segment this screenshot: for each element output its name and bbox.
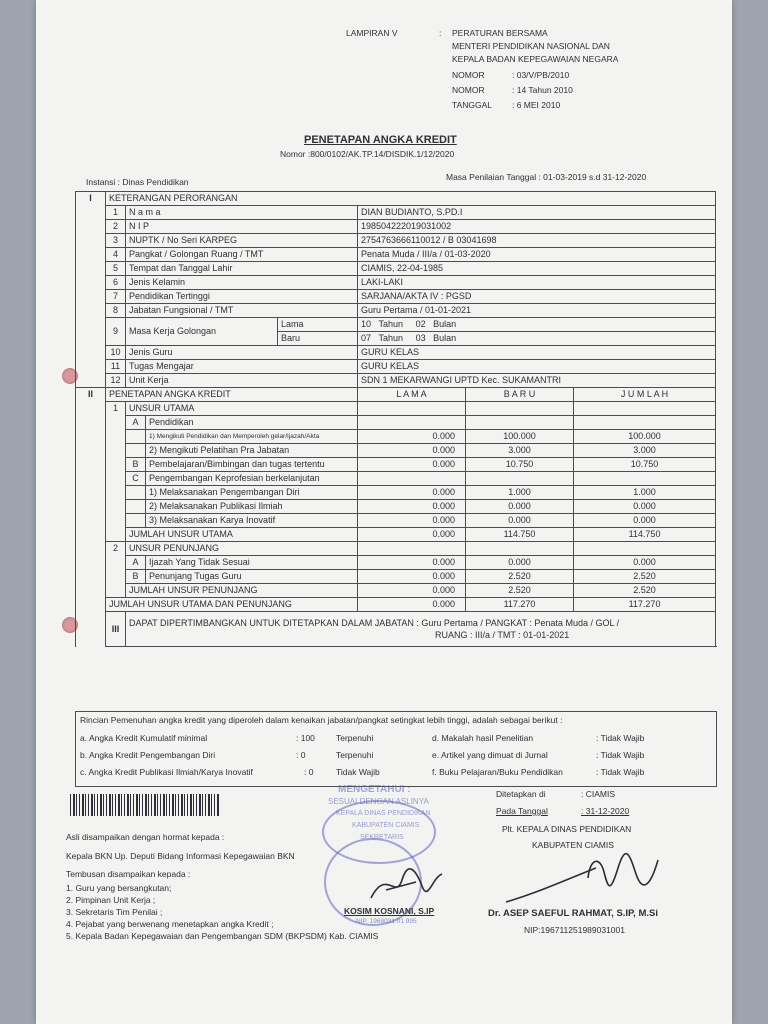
ditetapkan-value: : CIAMIS — [581, 789, 616, 799]
row-number: 12 — [106, 374, 126, 388]
rincian-status: Tidak Wajib — [336, 767, 380, 777]
ref-label: NOMOR — [452, 70, 485, 80]
rincian-label: d. Makalah hasil Penelitian — [432, 733, 534, 743]
item-label: Ijazah Yang Tidak Sesuai — [146, 556, 358, 570]
rincian-value: : 0 — [304, 767, 314, 777]
value-baru: 114.750 — [466, 528, 574, 542]
ref-label: TANGGAL — [452, 100, 492, 110]
section-heading: PENETAPAN ANGKA KREDIT — [106, 388, 358, 402]
rincian-label: c. Angka Kredit Publikasi Ilmiah/Karya Inovatif — [80, 767, 253, 777]
group-heading: UNSUR UTAMA — [126, 402, 358, 416]
section-roman: II — [76, 388, 106, 647]
value-baru: 2.520 — [466, 570, 574, 584]
rincian-label: a. Angka Kredit Kumulatif minimal — [80, 733, 208, 743]
item-heading: Pendidikan — [146, 416, 358, 430]
item-letter: B — [126, 570, 146, 584]
field-value: Guru Pertama / 01-01-2021 — [358, 304, 716, 318]
field-value: Penata Muda / III/a / 01-03-2020 — [358, 248, 716, 262]
regulation-line: MENTERI PENDIDIKAN NASIONAL DAN — [452, 41, 610, 51]
section-heading: KETERANGAN PERORANGAN — [106, 192, 716, 206]
signer-nip: NIP:196711251989031001 — [524, 925, 625, 935]
grand-total-label: JUMLAH UNSUR UTAMA DAN PENUNJANG — [106, 598, 358, 612]
value-baru: 1.000 — [466, 486, 574, 500]
rincian-label: b. Angka Kredit Pengembangan Diri — [80, 750, 216, 760]
item-label: 1) Melaksanakan Pengembangan Diri — [146, 486, 358, 500]
tembusan-title: Tembusan disampaikan kepada : — [66, 869, 191, 879]
stamp-text: KABUPATEN CIAMIS — [352, 822, 420, 829]
assessment-period: Masa Penilaian Tanggal : 01-03-2019 s.d 31-12-2020 — [446, 172, 647, 182]
head-signature — [500, 848, 670, 906]
rincian-label: f. Buku Pelajaran/Buku Pendidikan — [432, 767, 563, 777]
secretary-name: KOSIM KOSNANI, S.IP — [344, 906, 435, 916]
section-roman: III — [106, 612, 126, 647]
section3-text — [126, 612, 716, 647]
section-roman: I — [76, 192, 106, 388]
row-number: 11 — [106, 360, 126, 374]
value-lama: 0.000 — [358, 486, 466, 500]
signer-name: Dr. ASEP SAEFUL RAHMAT, S.IP, M.Si — [488, 908, 658, 919]
signer-position: Plt. KEPALA DINAS PENDIDIKAN — [502, 824, 632, 834]
masa-kerja-lama-label: Lama — [278, 318, 358, 332]
row-number: 4 — [106, 248, 126, 262]
barcode — [70, 794, 220, 816]
signer-region: KABUPATEN CIAMIS — [532, 840, 614, 850]
field-value: DIAN BUDIANTO, S.PD.I — [358, 206, 716, 220]
row-number: 1 — [106, 402, 126, 542]
item-label: 2) Mengikuti Pelatihan Pra Jabatan — [146, 444, 358, 458]
value-lama: 0.000 — [358, 514, 466, 528]
rincian-status: Terpenuhi — [336, 750, 374, 760]
value-baru: 0.000 — [466, 500, 574, 514]
value-lama: 0.000 — [358, 570, 466, 584]
row-number: 5 — [106, 262, 126, 276]
lampiran-label: LAMPIRAN V — [346, 28, 398, 38]
rincian-status: Terpenuhi — [336, 733, 374, 743]
section3-line: RUANG : III/a / TMT : 01-01-2021 — [435, 630, 570, 640]
field-label: Unit Kerja — [126, 374, 358, 388]
item-letter: B — [126, 458, 146, 472]
instansi-label: Instansi : Dinas Pendidikan — [86, 177, 189, 187]
document-page — [36, 0, 732, 1024]
value-lama: 0.000 — [358, 430, 466, 444]
field-label: Pangkat / Golongan Ruang / TMT — [126, 248, 358, 262]
asli-label: Asli disampaikan dengan hormat kepada : — [66, 832, 225, 842]
field-label: Masa Kerja Golongan — [126, 318, 278, 346]
value-jumlah: 2.520 — [574, 584, 716, 598]
asli-recipient: Kepala BKN Up. Deputi Bidang Informasi Kepegawaian BKN — [66, 851, 295, 861]
section3-line: DAPAT DIPERTIMBANGKAN UNTUK DITETAPKAN DALAM JABATAN : Guru Pertama / PANGKAT : Penata Muda / GOL / — [129, 618, 620, 628]
field-value: GURU KELAS — [358, 346, 716, 360]
field-label: Jenis Kelamin — [126, 276, 358, 290]
mengetahui-label: MENGETAHUI : — [338, 784, 411, 795]
value-jumlah: 0.000 — [574, 500, 716, 514]
ref-value: : 03/V/PB/2010 — [512, 70, 570, 80]
group-heading: UNSUR PENUNJANG — [126, 542, 358, 556]
regulation-line: KEPALA BADAN KEPEGAWAIAN NEGARA — [452, 54, 619, 64]
column-header-baru: B A R U — [466, 388, 574, 402]
item-label: 2) Melaksanakan Publikasi Ilmiah — [146, 500, 358, 514]
item-label: 3) Melaksanakan Karya Inovatif — [146, 514, 358, 528]
field-value: SARJANA/AKTA IV : PGSD — [358, 290, 716, 304]
value-baru: 0.000 — [466, 556, 574, 570]
sesuai-aslinya: SESUAI DENGAN ASLINYA — [328, 797, 429, 806]
tanggal-label: Pada Tanggal — [496, 806, 548, 816]
item-label: 1) Mengikuti Pendidikan dan Memperoleh gelar/Ijazah/Akta — [146, 430, 358, 444]
value-lama: 0.000 — [358, 458, 466, 472]
tembusan-item: 4. Pejabat yang berwenang menetapkan angka Kredit ; — [66, 919, 274, 929]
value-jumlah: 10.750 — [574, 458, 716, 472]
row-number: 6 — [106, 276, 126, 290]
masa-kerja-lama-value: 10 Tahun 02 Bulan — [358, 318, 716, 332]
tembusan-item: 5. Kepala Badan Kepegawaian dan Pengembangan SDM (BKPSDM) Kab. CIAMIS — [66, 931, 379, 941]
field-value: 198504222019031002 — [358, 220, 716, 234]
value-baru: 3.000 — [466, 444, 574, 458]
value-baru: 2.520 — [466, 584, 574, 598]
item-heading: Pengembangan Keprofesian berkelanjutan — [146, 472, 358, 486]
secretary-nip: NIP. 1968031 01 995 — [356, 918, 417, 925]
ref-label: NOMOR — [452, 85, 485, 95]
value-jumlah: 114.750 — [574, 528, 716, 542]
value-lama: 0.000 — [358, 444, 466, 458]
field-label: Tempat dan Tanggal Lahir — [126, 262, 358, 276]
field-label: Pendidikan Tertinggi — [126, 290, 358, 304]
row-number: 1 — [106, 206, 126, 220]
value-jumlah: 0.000 — [574, 556, 716, 570]
value-jumlah: 3.000 — [574, 444, 716, 458]
regulation-line: PERATURAN BERSAMA — [452, 28, 548, 38]
value-jumlah: 1.000 — [574, 486, 716, 500]
row-number: 2 — [106, 220, 126, 234]
value-baru: 0.000 — [466, 514, 574, 528]
stamp-text: KEPALA DINAS PENDIDIKAN — [336, 810, 431, 817]
value-jumlah: 100.000 — [574, 430, 716, 444]
field-label: N I P — [126, 220, 358, 234]
rincian-status: : Tidak Wajib — [596, 733, 645, 743]
value-lama: 0.000 — [358, 556, 466, 570]
value-baru: 117.270 — [466, 598, 574, 612]
rincian-label: e. Artikel yang dimuat di Jurnal — [432, 750, 548, 760]
value-baru: 100.000 — [466, 430, 574, 444]
rincian-value: : 0 — [296, 750, 306, 760]
item-letter: C — [126, 472, 146, 486]
column-header-lama: L A M A — [358, 388, 466, 402]
field-value: SDN 1 MEKARWANGI UPTD Kec. SUKAMANTRI — [358, 374, 716, 388]
field-label: Jenis Guru — [126, 346, 358, 360]
field-label: NUPTK / No Seri KARPEG — [126, 234, 358, 248]
item-letter: A — [126, 416, 146, 430]
subtotal-label: JUMLAH UNSUR PENUNJANG — [126, 584, 358, 598]
row-number: 10 — [106, 346, 126, 360]
item-label: Penunjang Tugas Guru — [146, 570, 358, 584]
secretary-signature — [366, 860, 446, 906]
document-title: PENETAPAN ANGKA KREDIT — [304, 134, 457, 146]
value-jumlah: 117.270 — [574, 598, 716, 612]
row-number: 7 — [106, 290, 126, 304]
value-jumlah: 2.520 — [574, 570, 716, 584]
field-value: CIAMIS, 22-04-1985 — [358, 262, 716, 276]
subtotal-label: JUMLAH UNSUR UTAMA — [126, 528, 358, 542]
rincian-value: : 100 — [296, 733, 315, 743]
value-jumlah: 0.000 — [574, 514, 716, 528]
field-label: N a m a — [126, 206, 358, 220]
field-value: LAKI-LAKI — [358, 276, 716, 290]
rincian-intro: Rincian Pemenuhan angka kredit yang diperoleh dalam kenaikan jabatan/pangkat setingkat lebih tinggi, adalah sebagai berikut : — [80, 715, 563, 725]
ditetapkan-label: Ditetapkan di — [496, 789, 546, 799]
field-label: Jabatan Fungsional / TMT — [126, 304, 358, 318]
row-number: 2 — [106, 542, 126, 598]
field-value: GURU KELAS — [358, 360, 716, 374]
row-number: 9 — [106, 318, 126, 346]
ref-value: : 14 Tahun 2010 — [512, 85, 573, 95]
tembusan-item: 1. Guru yang bersangkutan; — [66, 883, 172, 893]
column-header-jumlah: J U M L A H — [574, 388, 716, 402]
credit-table — [75, 191, 716, 647]
value-lama: 0.000 — [358, 528, 466, 542]
value-lama: 0.000 — [358, 598, 466, 612]
rincian-box — [75, 711, 717, 787]
masa-kerja-baru-value: 07 Tahun 03 Bulan — [358, 332, 716, 346]
ref-value: : 6 MEI 2010 — [512, 100, 561, 110]
value-lama: 0.000 — [358, 500, 466, 514]
value-lama: 0.000 — [358, 584, 466, 598]
row-number: 8 — [106, 304, 126, 318]
field-label: Tugas Mengajar — [126, 360, 358, 374]
tembusan-item: 3. Sekretaris Tim Penilai ; — [66, 907, 163, 917]
lampiran-colon: : — [439, 28, 442, 38]
tembusan-item: 2. Pimpinan Unit Kerja ; — [66, 895, 156, 905]
masa-kerja-baru-label: Baru — [278, 332, 358, 346]
row-number: 3 — [106, 234, 126, 248]
rincian-status: : Tidak Wajib — [596, 767, 645, 777]
stamp-text: SEKRETARIS — [360, 834, 404, 841]
item-label: Pembelajaran/Bimbingan dan tugas tertentu — [146, 458, 358, 472]
rincian-status: : Tidak Wajib — [596, 750, 645, 760]
tanggal-value: : 31-12-2020 — [581, 806, 630, 816]
field-value: 2754763666110012 / B 03041698 — [358, 234, 716, 248]
value-baru: 10.750 — [466, 458, 574, 472]
document-number: Nomor :800/0102/AK.TP.14/DISDIK.1/12/2020 — [280, 149, 455, 159]
item-letter: A — [126, 556, 146, 570]
